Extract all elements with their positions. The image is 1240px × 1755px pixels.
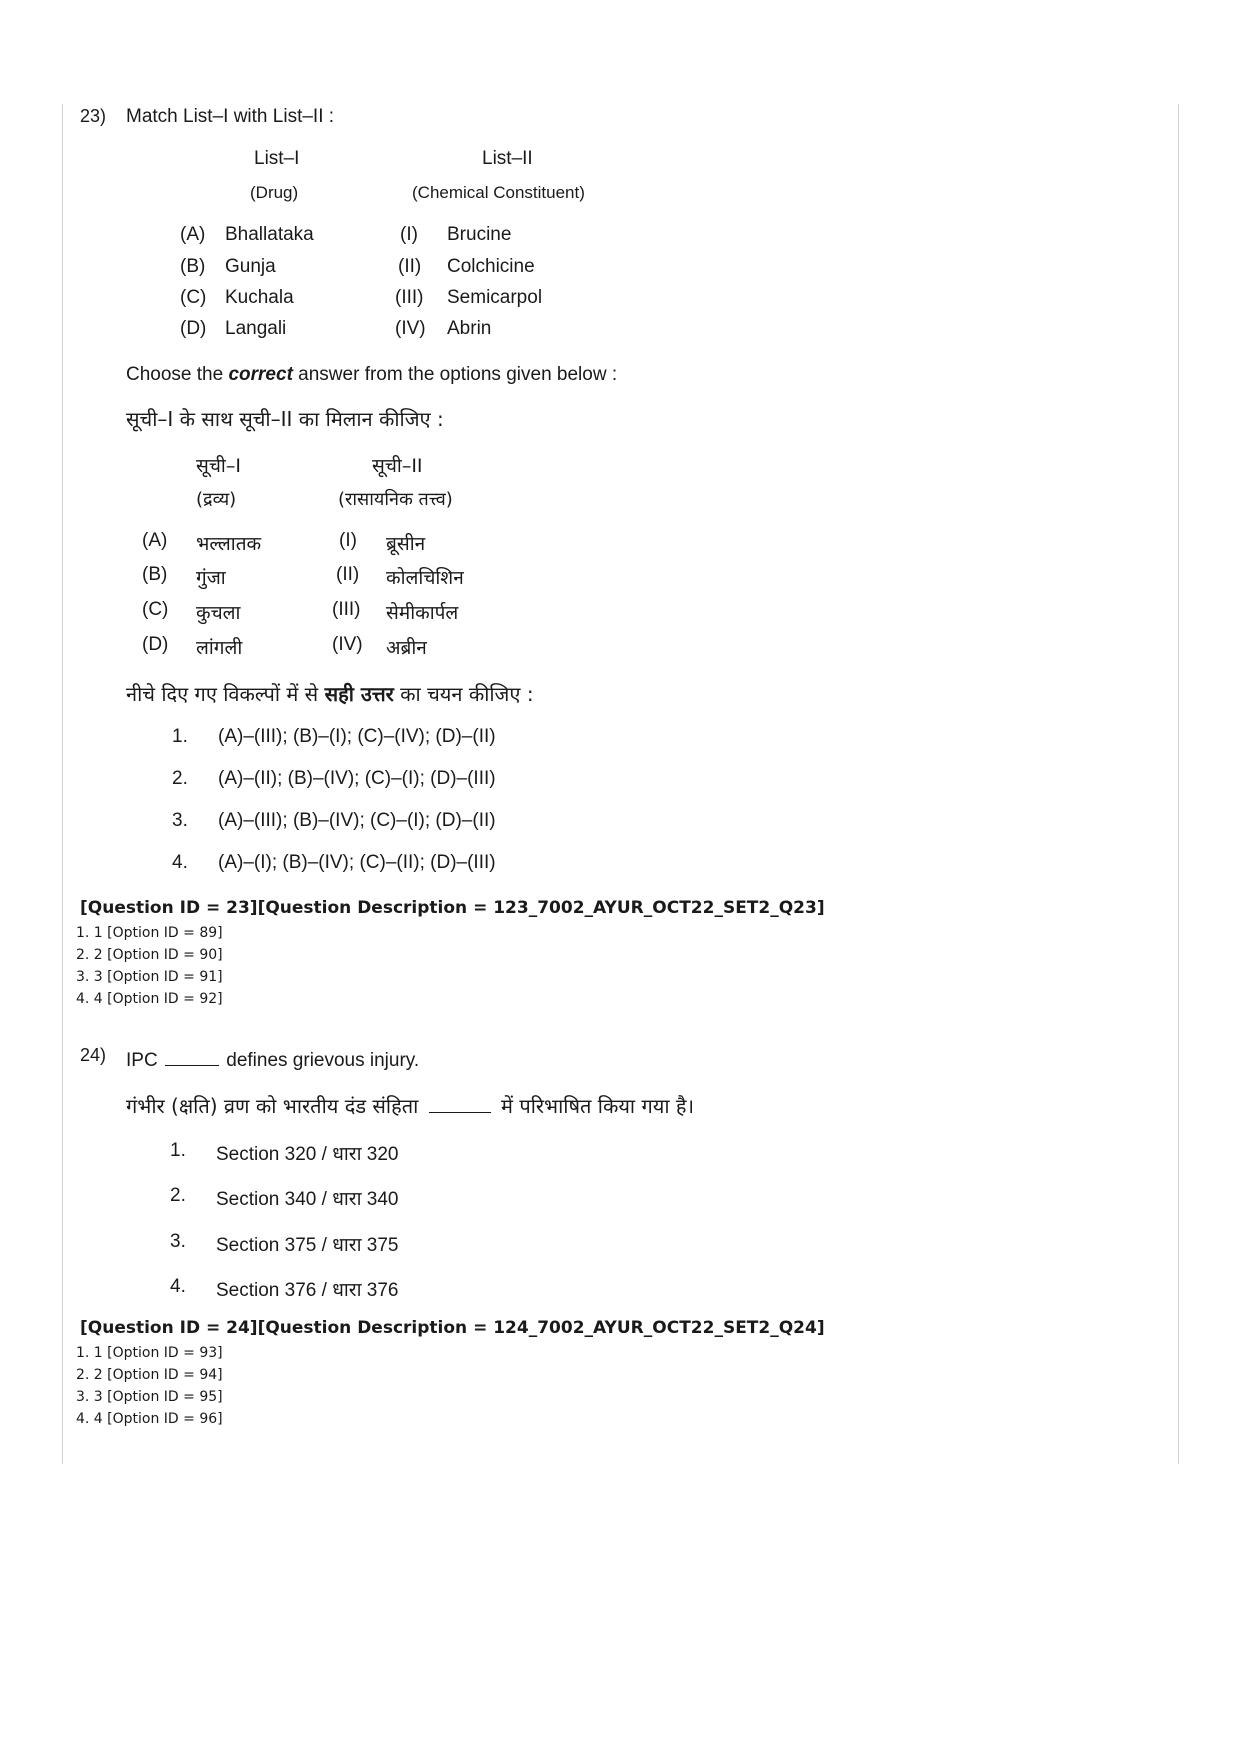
choose-instruction-english — [126, 364, 617, 386]
option-number: 3. — [170, 1231, 186, 1252]
row-label: (B) — [180, 256, 206, 277]
row-numeral: (II) — [398, 256, 422, 277]
option-text[interactable]: Section 375 / धारा 375 — [216, 1235, 399, 1256]
chemical-name: Brucine — [447, 224, 512, 245]
question-number: 23) — [80, 106, 107, 126]
instruction-emphasis: correct — [228, 364, 293, 385]
list1-subheading: (Drug) — [250, 183, 299, 202]
row-numeral: (I) — [400, 224, 418, 245]
list1-heading: List–I — [254, 148, 300, 169]
chemical-name-hindi: अब्रीन — [386, 637, 427, 659]
row-numeral: (IV) — [395, 318, 426, 339]
question-text-hindi: गंभीर (क्षति) व्रण को भारतीय दंड संहिता — [126, 1094, 419, 1118]
option-id-item: 2. 2 [Option ID = 94] — [76, 1367, 223, 1383]
hindi-question-title — [126, 1092, 694, 1119]
row-numeral: (IV) — [332, 634, 363, 655]
option-text[interactable]: (A)–(II); (B)–(IV); (C)–(I); (D)–(III) — [218, 768, 496, 789]
option-number: 2. — [170, 1185, 186, 1206]
chemical-name-hindi: सेमीकार्पल — [386, 602, 459, 624]
option-text[interactable]: Section 376 / धारा 376 — [216, 1280, 399, 1301]
option-text[interactable]: Section 340 / धारा 340 — [216, 1189, 399, 1210]
hindi-list1-subheading: (द्रव्य) — [196, 489, 237, 510]
hindi-list2-subheading: (रासायनिक तत्त्व) — [338, 489, 453, 510]
question-text-hindi: में परिभाषित किया गया है। — [501, 1094, 695, 1118]
chemical-name-hindi: कोलचिशिन — [386, 567, 464, 589]
option-number: 2. — [172, 768, 188, 789]
row-label: (D) — [142, 634, 169, 655]
fill-blank — [429, 1098, 491, 1113]
drug-name: Kuchala — [225, 287, 294, 308]
option-id-item: 1. 1 [Option ID = 89] — [76, 925, 223, 941]
option-number: 4. — [170, 1276, 186, 1297]
option-text[interactable]: (A)–(I); (B)–(IV); (C)–(II); (D)–(III) — [218, 852, 496, 873]
instruction-text: नीचे दिए गए विकल्पों में से — [126, 682, 325, 706]
option-id-item: 1. 1 [Option ID = 93] — [76, 1345, 223, 1361]
question-id-line: [Question ID = 23][Question Description = 123_7002_AYUR_OCT22_SET2_Q23] — [80, 898, 825, 918]
row-label: (B) — [142, 564, 168, 585]
drug-name-hindi: कुचला — [196, 602, 241, 624]
row-numeral: (II) — [336, 564, 360, 585]
instruction-emphasis: सही उत्तर — [324, 682, 394, 706]
option-id-item: 3. 3 [Option ID = 95] — [76, 1389, 223, 1405]
drug-name-hindi: गुंजा — [196, 567, 226, 589]
question-text: IPC — [126, 1050, 158, 1071]
chemical-name: Colchicine — [447, 256, 535, 277]
chemical-name: Abrin — [447, 318, 492, 339]
option-id-item: 3. 3 [Option ID = 91] — [76, 969, 223, 985]
chemical-name-hindi: ब्रूसीन — [386, 533, 426, 555]
option-text[interactable]: (A)–(III); (B)–(IV); (C)–(I); (D)–(II) — [218, 810, 496, 831]
option-id-item: 4. 4 [Option ID = 92] — [76, 991, 223, 1007]
list2-subheading: (Chemical Constituent) — [412, 183, 585, 202]
drug-name: Langali — [225, 318, 287, 339]
drug-name: Bhallataka — [225, 224, 314, 245]
instruction-text: का चयन कीजिए : — [393, 682, 534, 706]
row-label: (A) — [180, 224, 206, 245]
row-label: (D) — [180, 318, 207, 339]
question-title — [126, 1050, 419, 1072]
row-numeral: (I) — [339, 530, 357, 551]
choose-instruction-hindi — [126, 680, 534, 707]
row-label: (C) — [180, 287, 207, 308]
chemical-name: Semicarpol — [447, 287, 543, 308]
question-id-line: [Question ID = 24][Question Description = 124_7002_AYUR_OCT22_SET2_Q24] — [80, 1318, 825, 1338]
option-text[interactable]: (A)–(III); (B)–(I); (C)–(IV); (D)–(II) — [218, 726, 496, 747]
instruction-text: Choose the — [126, 364, 229, 385]
row-numeral: (III) — [332, 599, 361, 620]
row-label: (A) — [142, 530, 168, 551]
drug-name: Gunja — [225, 256, 276, 277]
option-number: 4. — [172, 852, 188, 873]
drug-name-hindi: भल्लातक — [196, 533, 262, 555]
question-text: defines grievous injury. — [226, 1050, 420, 1071]
list2-heading: List–II — [482, 148, 533, 169]
option-number: 1. — [170, 1140, 186, 1161]
option-id-item: 2. 2 [Option ID = 90] — [76, 947, 223, 963]
option-number: 3. — [172, 810, 188, 831]
question-title: Match List–I with List–II : — [126, 106, 335, 127]
row-label: (C) — [142, 599, 169, 620]
hindi-question-title: सूची–I के साथ सूची–II का मिलान कीजिए : — [126, 407, 444, 431]
question-number: 24) — [80, 1045, 107, 1065]
fill-blank — [165, 1051, 219, 1066]
hindi-list2-heading: सूची–II — [372, 455, 423, 477]
row-numeral: (III) — [395, 287, 424, 308]
left-margin-rule — [62, 104, 63, 1464]
hindi-list1-heading: सूची–I — [196, 455, 241, 477]
option-id-item: 4. 4 [Option ID = 96] — [76, 1411, 223, 1427]
option-text[interactable]: Section 320 / धारा 320 — [216, 1144, 399, 1165]
drug-name-hindi: लांगली — [196, 637, 243, 659]
right-margin-rule — [1178, 104, 1179, 1464]
instruction-text: answer from the options given below : — [292, 364, 618, 385]
option-number: 1. — [172, 726, 188, 747]
